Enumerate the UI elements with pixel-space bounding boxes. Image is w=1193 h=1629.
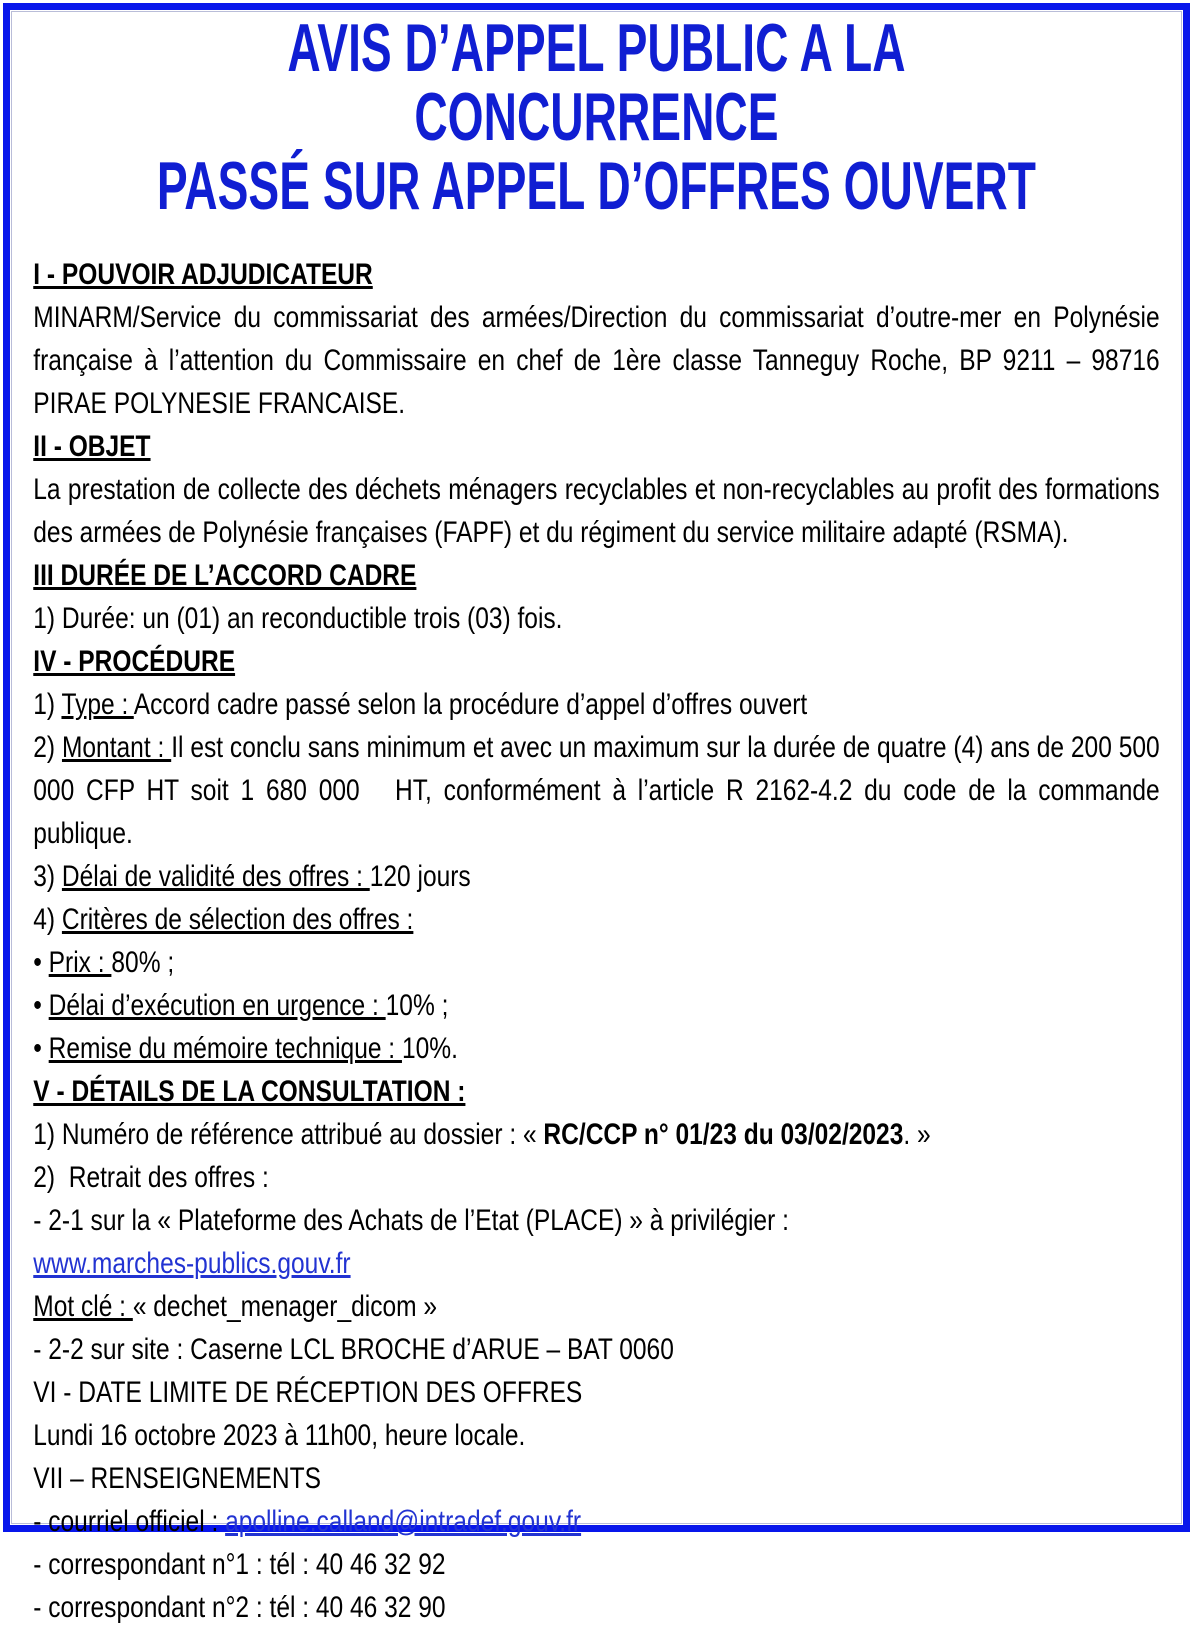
paragraph: [33, 726, 1159, 855]
text-segment: Lundi 16 octobre 2023 à 11h00, heure locale.: [33, 1419, 526, 1452]
text-segment: 10% ;: [385, 989, 449, 1022]
bullet-item: [33, 984, 1159, 1027]
text-segment: •: [33, 1032, 49, 1065]
text-segment: 1) Numéro de référence attribué au dossier : «: [33, 1118, 544, 1151]
text-segment: 10%.: [401, 1032, 458, 1065]
text-segment: II - OBJET: [33, 430, 151, 463]
text-segment: •: [33, 946, 49, 979]
text-segment: 120 jours: [369, 860, 471, 893]
text-segment: Type :: [61, 688, 134, 721]
section-heading: [33, 1070, 1159, 1113]
text-segment: Remise du mémoire technique :: [48, 1032, 402, 1065]
text-segment: - 2-2 sur site : Caserne LCL BROCHE d’ARUE – BAT 0060: [33, 1333, 674, 1366]
text-segment: MINARM/Service du commissariat des armées/Direction du commissariat d’outre-mer en Polynésie française à l’attention du Commissaire en chef de 1ère classe Tanneguy Roche, BP 9211 – 98716 PIRAE POLYNESIE FRANCAISE.: [33, 301, 1160, 420]
text-segment: - courriel officiel :: [33, 1505, 226, 1538]
section-heading: [33, 425, 1159, 468]
text-segment: 1): [33, 688, 62, 721]
paragraph: [33, 1285, 1159, 1328]
paragraph: [33, 1543, 1159, 1586]
text-segment: - correspondant n°2 : tél : 40 46 32 90: [33, 1591, 446, 1624]
text-segment: IV - PROCÉDURE: [33, 645, 236, 678]
paragraph: [33, 1414, 1159, 1457]
text-segment: Délai de validité des offres :: [61, 860, 370, 893]
paragraph: [33, 1199, 1159, 1242]
text-segment: . »: [903, 1118, 931, 1151]
hyperlink[interactable]: apolline.calland@intradef.gouv.fr: [225, 1505, 582, 1538]
text-segment: III DURÉE DE L’ACCORD CADRE: [33, 559, 417, 592]
text-segment: Mot clé :: [33, 1290, 133, 1323]
paragraph: [33, 855, 1159, 898]
text-segment: 2): [33, 731, 62, 764]
section-heading: [33, 554, 1159, 597]
text-segment: 4): [33, 903, 62, 936]
document-body: [33, 253, 1159, 1629]
text-segment: Délai d’exécution en urgence :: [48, 989, 386, 1022]
section-heading: [33, 253, 1159, 296]
paragraph: [33, 1457, 1159, 1500]
paragraph: [33, 1328, 1159, 1371]
text-segment: Il est conclu sans minimum et avec un maximum sur la durée de quatre (4) ans de 200 500 000 CFP HT soit 1 680 000 HT, conformément à l’article R 2162-4.2 du code de la commande publique.: [33, 731, 1160, 850]
text-segment: Montant :: [61, 731, 172, 764]
text-segment: Critères de sélection des offres :: [61, 903, 414, 936]
paragraph: [33, 1113, 1159, 1156]
document-title: [129, 10, 1064, 224]
paragraph: [33, 898, 1159, 941]
text-segment: 2) Retrait des offres :: [33, 1161, 269, 1194]
paragraph: [33, 1500, 1159, 1543]
paragraph: [33, 1371, 1159, 1414]
document-content: [12, 12, 1182, 1629]
paragraph: [33, 1156, 1159, 1199]
paragraph: [33, 1242, 1159, 1285]
text-segment: Accord cadre passé selon la procédure d’appel d’offres ouvert: [133, 688, 808, 721]
text-segment: VI - DATE LIMITE DE RÉCEPTION DES OFFRES: [33, 1376, 583, 1409]
text-segment: VII – RENSEIGNEMENTS: [33, 1462, 321, 1495]
text-segment: Prix :: [48, 946, 112, 979]
paragraph: [33, 468, 1159, 554]
title-line-2: PASSÉ SUR APPEL D’OFFRES OUVERT: [156, 148, 1036, 224]
paragraph: [33, 296, 1159, 425]
text-segment: 3): [33, 860, 62, 893]
hyperlink[interactable]: www.marches-publics.gouv.fr: [33, 1247, 351, 1280]
bullet-item: [33, 1027, 1159, 1070]
title-line-1: AVIS D’APPEL PUBLIC A LA CONCURRENCE: [287, 10, 906, 155]
text-segment: 80% ;: [111, 946, 175, 979]
text-segment: •: [33, 989, 49, 1022]
paragraph: [33, 1586, 1159, 1629]
text-segment: 1) Durée: un (01) an reconductible trois (03) fois.: [33, 602, 563, 635]
bullet-item: [33, 941, 1159, 984]
text-segment: - 2-1 sur la « Plateforme des Achats de l’Etat (PLACE) » à privilégier :: [33, 1204, 789, 1237]
paragraph: [33, 683, 1159, 726]
text-segment: La prestation de collecte des déchets ménagers recyclables et non-recyclables au profit des formations des armées de Polynésie françaises (FAPF) et du régiment du service militaire adapté (RSMA).: [33, 473, 1160, 549]
text-segment: I - POUVOIR ADJUDICATEUR: [33, 258, 373, 291]
paragraph: [33, 597, 1159, 640]
text-segment: RC/CCP n° 01/23 du 03/02/2023: [543, 1118, 904, 1151]
text-segment: « dechet_menager_dicom »: [132, 1290, 438, 1323]
text-segment: - correspondant n°1 : tél : 40 46 32 92: [33, 1548, 446, 1581]
text-segment: V - DÉTAILS DE LA CONSULTATION :: [33, 1075, 466, 1108]
section-heading: [33, 640, 1159, 683]
